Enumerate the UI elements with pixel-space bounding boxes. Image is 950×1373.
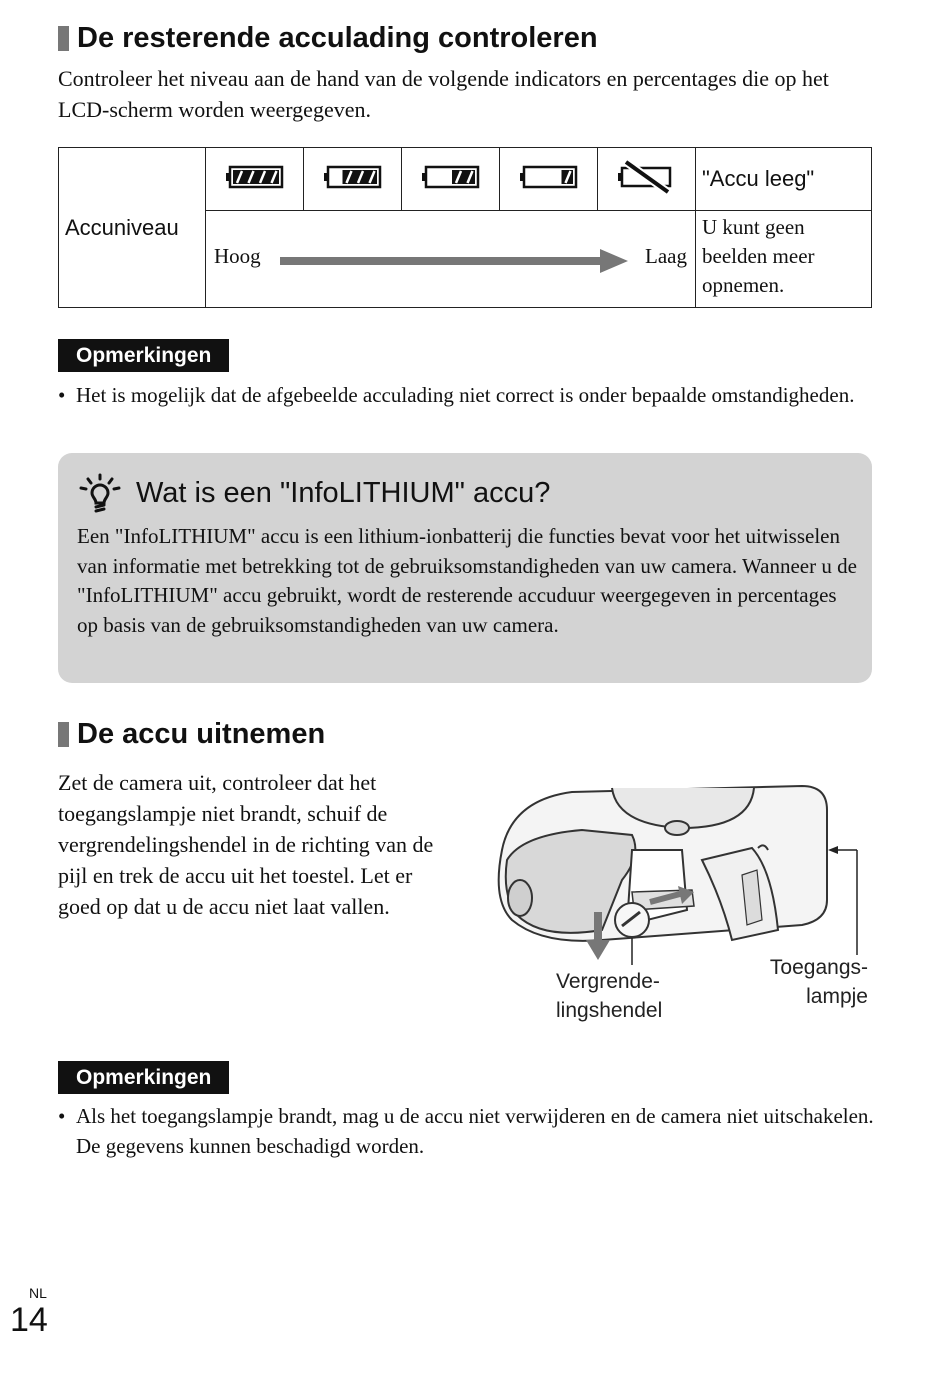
lever-label	[556, 967, 662, 1025]
section-title: De accu uitnemen	[77, 718, 326, 750]
page-number: 14	[10, 1301, 48, 1339]
battery-empty-label: "Accu leeg"	[696, 148, 872, 211]
note-text: Het is mogelijk dat de afgebeelde acculading niet correct is onder bepaalde omstandigheden.	[76, 383, 855, 407]
battery-terminal	[520, 173, 524, 181]
camera-battery-illustration	[482, 780, 872, 965]
high-label: Hoog	[214, 244, 261, 268]
bullet-dot: •	[58, 1104, 66, 1128]
lever-label-line: lingshendel	[556, 999, 663, 1022]
battery-level-table	[58, 147, 872, 308]
battery-terminal	[324, 173, 328, 181]
bullet-dot: •	[58, 383, 66, 407]
battery-full-icon	[224, 162, 286, 192]
battery-empty-description: U kunt geen beelden meer opnemen.	[696, 211, 872, 308]
section-title: De resterende acculading controleren	[77, 22, 598, 54]
battery-empty-icon	[616, 160, 678, 194]
section-heading	[58, 21, 598, 55]
lever-label-line: Vergrende-	[556, 970, 660, 993]
language-code: NL	[29, 1285, 47, 1301]
battery-icon-cell	[598, 148, 696, 211]
notes-badge: Opmerkingen	[58, 1061, 229, 1094]
battery-terminal	[422, 173, 426, 181]
tip-heading	[78, 473, 550, 513]
note-item	[58, 1101, 886, 1161]
notes-badge: Opmerkingen	[58, 339, 229, 372]
battery-low-icon	[518, 162, 580, 192]
lightbulb-icon	[78, 473, 122, 513]
lamp-label-line: lampje	[806, 985, 868, 1008]
lamp-label-line: Toegangs-	[769, 956, 868, 979]
battery-level-label: Accuniveau	[59, 148, 206, 308]
arrow-right-icon	[278, 249, 630, 273]
heading-marker	[58, 722, 69, 747]
tip-body: Een "InfoLITHIUM" accu is een lithium-ionbatterij die functies bevat voor het uitwisselen van informatie met betrekking tot de gebruiksomstandigheden van uw camera. Wanneer u de "InfoLITHIUM" accu gebruikt, wordt de resterende accuduur weergegeven in percentages op basis van de gebruiksomstandigheden van uw camera.	[77, 524, 857, 637]
removal-paragraph: Zet de camera uit, controleer dat het toegangslampje niet brandt, schuif de vergrendelingshendel in de richting van de pijl en trek de accu uit het toestel. Let er goed op dat u de accu niet laat vallen.	[58, 770, 434, 919]
battery-icon-cell	[402, 148, 500, 211]
tip-title: Wat is een "InfoLITHIUM" accu?	[136, 477, 551, 509]
section-heading	[58, 717, 325, 751]
note-text: Als het toegangslampje brandt, mag u de accu niet verwijderen en de camera niet uitschakelen. De gegevens kunnen beschadigd worden.	[76, 1104, 874, 1158]
battery-high-icon	[322, 162, 384, 192]
lamp-label	[770, 953, 868, 1011]
battery-terminal	[226, 173, 230, 181]
level-range-cell	[206, 211, 696, 308]
battery-medium-icon	[420, 162, 482, 192]
heading-marker	[58, 26, 69, 51]
low-label: Laag	[645, 244, 687, 268]
note-item	[58, 380, 876, 410]
battery-icon-cell	[304, 148, 402, 211]
battery-icon-cell	[500, 148, 598, 211]
intro-paragraph: Controleer het niveau aan de hand van de volgende indicators en percentages die op het LCD-scherm worden weergegeven.	[58, 66, 829, 122]
battery-icon-cell	[206, 148, 304, 211]
